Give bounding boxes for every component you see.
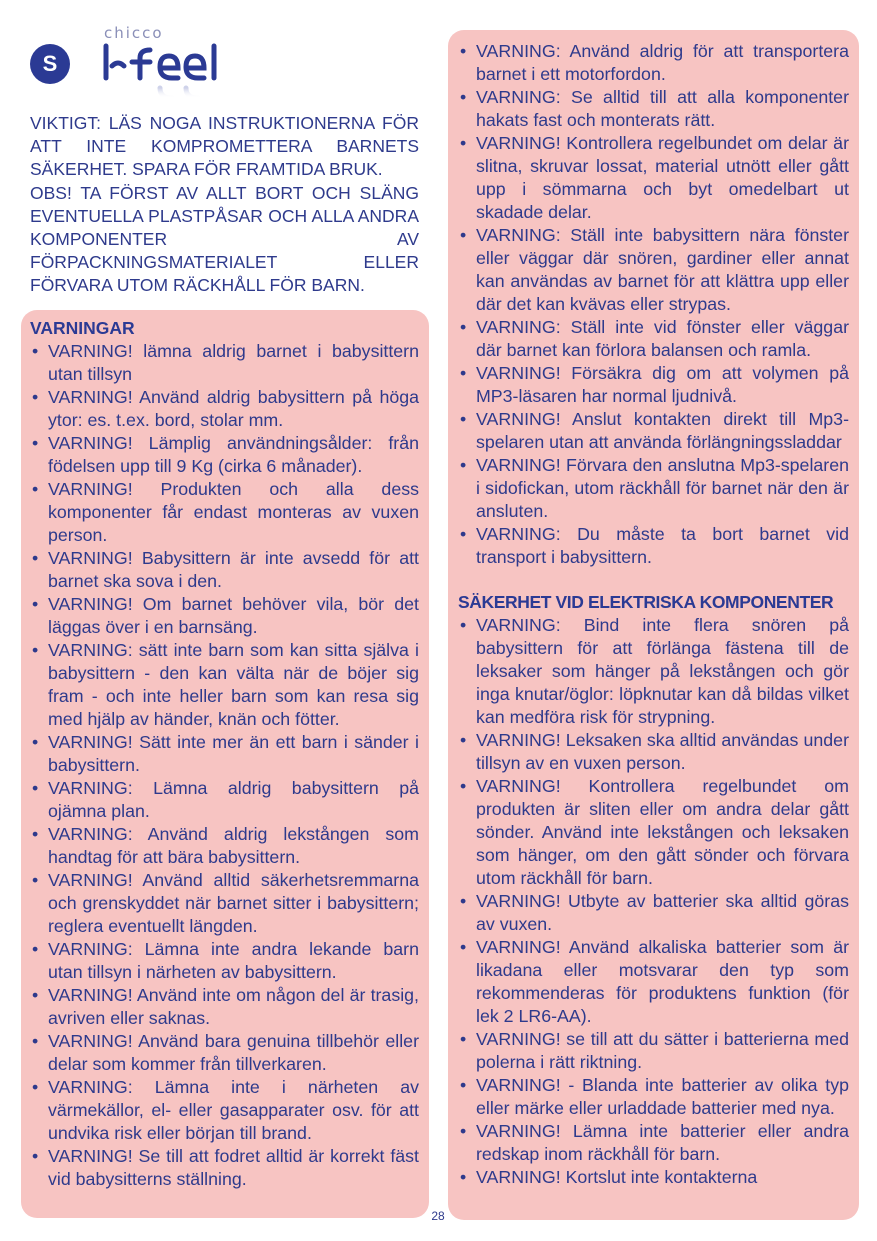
list-item: • VARNING! lämna aldrig barnet i babysittern utan tillsyn xyxy=(30,340,419,386)
list-item: • VARNING! Produkten och alla dess komponenter får endast monteras av vuxen person. xyxy=(30,478,419,547)
list-item: • VARNING! Försäkra dig om att volymen på MP3-läsaren har normal ljudnivå. xyxy=(458,362,849,408)
list-item: • VARNING! Använd aldrig babysittern på höga ytor: es. t.ex. bord, stolar mm. xyxy=(30,386,419,432)
intro-paragraph-1: VIKTIGT: LÄS NOGA INSTRUKTIONERNA FÖR ATT INTE KOMPROMETTERA BARNETS SÄKERHET. SPARA FÖR FRAMTIDA BRUK. xyxy=(30,113,419,180)
language-badge: S xyxy=(30,44,70,84)
intro-notice xyxy=(30,112,419,298)
list-item: • VARNING! - Blanda inte batterier av olika typ eller märke eller urladdade batterier med nya. xyxy=(458,1074,849,1120)
list-item: • VARNING: Lämna inte i närheten av värmekällor, el- eller gasapparater osv. för att undvika risk eller början till brand. xyxy=(30,1076,419,1145)
list-item: • VARNING: Se alltid till att alla komponenter hakats fast och monterats rätt. xyxy=(458,86,849,132)
list-item: • VARNING! Förvara den anslutna Mp3-spelaren i sidofickan, utom räckhåll för barnet när den är ansluten. xyxy=(458,454,849,523)
list-item: • VARNING! Om barnet behöver vila, bör det läggas över i en barnsäng. xyxy=(30,593,419,639)
list-item: • VARNING! Använd alltid säkerhetsremmarna och grenskyddet när barnet sitter i babysittern; reglera eventuellt längden. xyxy=(30,869,419,938)
list-item: • VARNING! Lämna inte batterier eller andra redskap inom räckhåll för barn. xyxy=(458,1120,849,1166)
list-item: • VARNING: Använd aldrig för att transportera barnet i ett motorfordon. xyxy=(458,40,849,86)
warnings-list xyxy=(30,340,419,1191)
warnings-panel-left xyxy=(21,310,429,1218)
intro-paragraph-2: OBS! TA FÖRST AV ALLT BORT OCH SLÄNG EVENTUELLA PLASTPÅSAR OCH ALLA ANDRA KOMPONENTER AV FÖRPACKNINGSMATERIALET ELLER FÖRVARA UTOM RÄCKHÅLL FÖR BARN. xyxy=(30,182,419,296)
electrical-safety-heading: SÄKERHET VID ELEKTRISKA KOMPONENTER xyxy=(458,592,834,612)
list-item: • VARNING! Använd bara genuina tillbehör eller delar som kommer från tillverkaren. xyxy=(30,1030,419,1076)
warnings-heading: VARNINGAR xyxy=(30,318,135,338)
list-item: • VARNING! Leksaken ska alltid användas under tillsyn av en vuxen person. xyxy=(458,729,849,775)
warnings-panel-right xyxy=(448,30,859,1220)
list-item: • VARNING! Kontrollera regelbundet om produkten är sliten eller om andra delar gått sönder. Använd inte lekstången och leksaken som hänger, om den gått sönder och förvara utom räckhåll för barn. xyxy=(458,775,849,890)
list-item: • VARNING! Använd inte om någon del är trasig, avriven eller saknas. xyxy=(30,984,419,1030)
list-item: • VARNING: Lämna aldrig babysittern på ojämna plan. xyxy=(30,777,419,823)
list-item: • VARNING! Använd alkaliska batterier som är likadana eller motsvarar den typ som rekommenderas för produktens funktion (för lek 2 LR6-AA). xyxy=(458,936,849,1028)
list-item: • VARNING! Se till att fodret alltid är korrekt fäst vid babysitterns ställning. xyxy=(30,1145,419,1191)
list-item: • VARNING: Du måste ta bort barnet vid transport i babysittern. xyxy=(458,523,849,569)
page-number: 28 xyxy=(431,1209,445,1223)
brand-name: chicco xyxy=(104,24,164,42)
electrical-warnings-list xyxy=(458,614,849,1189)
list-item: • VARNING: sätt inte barn som kan sitta själva i babysittern - den kan välta när de böjer sig fram - och inte heller barn som kan resa sig med hjälp av händer, knän och fötter. xyxy=(30,639,419,731)
list-item: • VARNING! se till att du sätter i batterierna med polerna i rätt riktning. xyxy=(458,1028,849,1074)
list-item: • VARNING! Utbyte av batterier ska alltid göras av vuxen. xyxy=(458,890,849,936)
warnings-list-continued xyxy=(458,40,849,569)
list-item: • VARNING: Använd aldrig lekstången som handtag för att bära babysittern. xyxy=(30,823,419,869)
list-item: • VARNING: Ställ inte babysittern nära fönster eller väggar där snören, gardiner eller annat kan användas av barnet för att klättra upp eller där det kan kvävas eller strypas. xyxy=(458,224,849,316)
list-item: • VARNING! Babysittern är inte avsedd för att barnet ska sova i den. xyxy=(30,547,419,593)
list-item: • VARNING! Lämplig användningsålder: från födelsen upp till 9 Kg (cirka 6 månader). xyxy=(30,432,419,478)
ifeel-logo-icon xyxy=(100,42,230,104)
list-item: • VARNING: Lämna inte andra lekande barn utan tillsyn i närheten av babysittern. xyxy=(30,938,419,984)
brand-logo xyxy=(100,24,235,104)
list-item: • VARNING! Sätt inte mer än ett barn i sänder i babysittern. xyxy=(30,731,419,777)
list-item: • VARNING: Ställ inte vid fönster eller väggar där barnet kan förlora balansen och ramla. xyxy=(458,316,849,362)
list-item: • VARNING! Kortslut inte kontakterna xyxy=(458,1166,849,1189)
list-item: • VARNING! Anslut kontakten direkt till Mp3-spelaren utan att använda förlängningssladdar xyxy=(458,408,849,454)
list-item: • VARNING: Bind inte flera snören på babysittern för att förlänga fästena till de leksaker som hänger på lekstången och gör inga knutar/öglor: löpknutar kan då bildas vilket kan medföra risk för strypning. xyxy=(458,614,849,729)
list-item: • VARNING! Kontrollera regelbundet om delar är slitna, skruvar lossat, material utnött eller gått upp i sömmarna och byt omedelbart ut skadade delar. xyxy=(458,132,849,224)
